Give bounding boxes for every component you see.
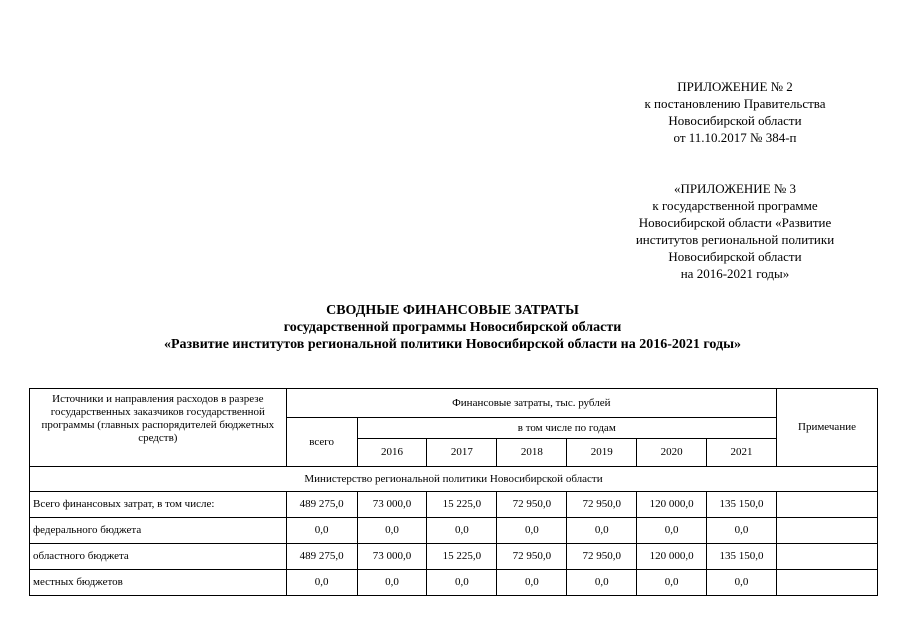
cell-2020: 0,0 [637,518,707,544]
year-header: 2021 [707,439,777,467]
year-header: 2018 [497,439,567,467]
appendix-2-line: институтов региональной политики [635,232,835,247]
financial-costs-table [29,388,878,596]
cell-total: 489 275,0 [286,492,357,518]
section-title: Министерство региональной политики Новосибирской области [30,467,878,492]
cell-total: 0,0 [286,570,357,596]
row-label: Всего финансовых затрат, в том числе: [30,492,287,518]
cell-2018: 0,0 [497,570,567,596]
appendix-header-2 [610,180,860,282]
cell-2017: 15 225,0 [427,492,497,518]
cell-2016: 0,0 [357,570,427,596]
cell-total: 489 275,0 [286,544,357,570]
cell-2021: 135 150,0 [707,544,777,570]
appendix-2-line: Новосибирской области «Развитие [638,215,832,230]
appendix-1-line: к постановлению Правительства [644,96,826,111]
cell-2017: 0,0 [427,518,497,544]
row-label: федерального бюджета [30,518,287,544]
appendix-2-line: Новосибирской области [668,249,802,264]
appendix-2-line: на 2016-2021 годы» [680,266,790,281]
cell-2020: 120 000,0 [637,544,707,570]
section-row [30,467,878,492]
year-header: 2016 [357,439,427,467]
cell-2018: 72 950,0 [497,492,567,518]
appendix-2-line: «ПРИЛОЖЕНИЕ № 3 [673,181,797,196]
cell-2020: 0,0 [637,570,707,596]
appendix-1-line: ПРИЛОЖЕНИЕ № 2 [677,79,793,94]
appendix-1-line: от 11.10.2017 № 384-п [673,130,797,145]
cell-2016: 73 000,0 [357,492,427,518]
row-label: местных бюджетов [30,570,287,596]
document-title [0,302,905,353]
cell-2019: 0,0 [567,570,637,596]
appendix-1-line: Новосибирской области [668,113,802,128]
cell-2021: 135 150,0 [707,492,777,518]
cell-2020: 120 000,0 [637,492,707,518]
cell-2017: 0,0 [427,570,497,596]
by-years-header: в том числе по годам [357,418,776,439]
note-column-header: Примечание [776,389,877,467]
cell-2019: 0,0 [567,518,637,544]
table-row [30,492,878,518]
cell-2021: 0,0 [707,518,777,544]
cell-2018: 72 950,0 [497,544,567,570]
row-label: областного бюджета [30,544,287,570]
table-row [30,518,878,544]
title-line: «Развитие институтов региональной политики Новосибирской области на 2016-2021 годы» [163,337,742,352]
total-column-header: всего [286,418,357,467]
cell-total: 0,0 [286,518,357,544]
source-column-header: Источники и направления расходов в разрезе государственных заказчиков государственной программы (главных распорядителей бюджетных средств) [30,389,287,467]
cell-2016: 0,0 [357,518,427,544]
title-line: государственной программы Новосибирской области [283,320,622,335]
cell-2019: 72 950,0 [567,492,637,518]
cell-note [776,518,877,544]
cell-2016: 73 000,0 [357,544,427,570]
appendix-header-1 [610,78,860,146]
cell-2018: 0,0 [497,518,567,544]
year-header: 2019 [567,439,637,467]
year-header: 2020 [637,439,707,467]
appendix-2-line: к государственной программе [652,198,818,213]
table-row [30,570,878,596]
year-header: 2017 [427,439,497,467]
cell-note [776,570,877,596]
cell-note [776,492,877,518]
cell-note [776,544,877,570]
cell-2017: 15 225,0 [427,544,497,570]
title-line: СВОДНЫЕ ФИНАНСОВЫЕ ЗАТРАТЫ [326,303,579,318]
financial-costs-header: Финансовые затраты, тыс. рублей [286,389,776,418]
cell-2019: 72 950,0 [567,544,637,570]
cell-2021: 0,0 [707,570,777,596]
table-row [30,544,878,570]
